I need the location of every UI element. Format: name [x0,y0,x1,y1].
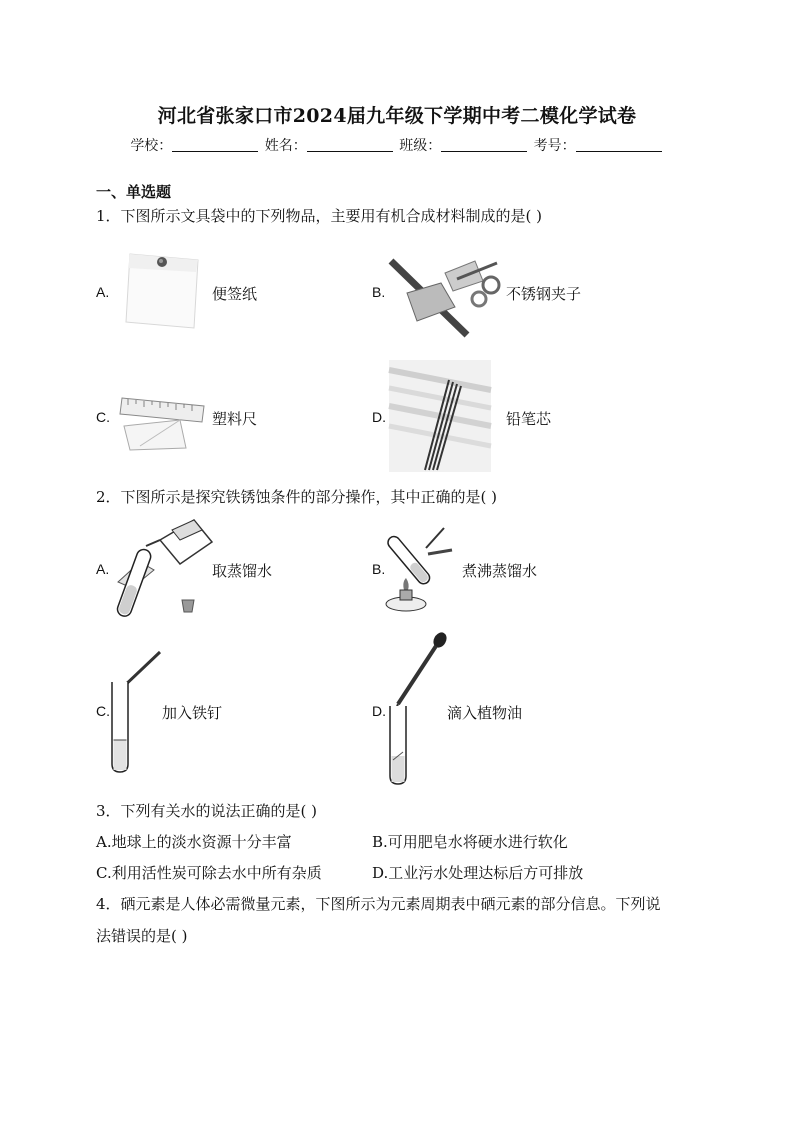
q2-option-c-label: 加入铁钉 [162,704,223,722]
question-4-stem-line-2: 法错误的是( ) [96,927,188,945]
class-label: 班级： [399,138,442,154]
q1-option-c-letter: C. [96,409,110,425]
question-1-stem: 1．下图所示文具袋中的下列物品，主要用有机合成材料制成的是( ) [96,207,543,225]
question-4-stem-line-1: 4．硒元素是人体必需微量元素，下图所示为元素周期表中硒元素的部分信息。下列说 [96,895,661,913]
q2-option-b-letter: B. [372,561,386,577]
pencil-lead-image [389,360,491,472]
q3-option-b: B.可用肥皂水将硬水进行软化 [372,833,568,851]
class-blank[interactable] [441,138,527,152]
school-blank[interactable] [172,138,258,152]
q1-option-d-label: 铅笔芯 [506,410,552,428]
sticky-note-image [124,250,204,332]
q2-option-a-label: 取蒸馏水 [212,562,273,580]
q1-option-a-letter: A. [96,284,110,300]
page-title: 河北省张家口市2024届九年级下学期中考二模化学试卷 [157,105,637,127]
plastic-ruler-image [120,386,206,450]
q1-option-b-label: 不锈钢夹子 [506,285,582,303]
question-2-stem: 2．下图所示是探究铁锈蚀条件的部分操作，其中正确的是( ) [96,488,498,506]
number-blank[interactable] [576,138,662,152]
name-blank[interactable] [307,138,393,152]
name-label: 姓名： [264,138,307,154]
q2-option-d-label: 滴入植物油 [447,704,523,722]
add-oil-image [386,632,448,788]
question-3-stem: 3．下列有关水的说法正确的是( ) [96,802,318,820]
boil-water-image [382,524,464,616]
q1-option-a-label: 便签纸 [212,285,258,303]
q2-option-d-letter: D. [372,703,386,719]
pour-water-image [110,516,214,620]
q2-option-b-label: 煮沸蒸馏水 [462,562,538,580]
q1-option-d-letter: D. [372,409,386,425]
q3-option-c: C.利用活性炭可除去水中所有杂质 [96,864,322,882]
q3-option-a: A.地球上的淡水资源十分丰富 [96,833,292,851]
school-label: 学校： [130,138,173,154]
steel-clip-image [387,255,507,339]
q2-option-c-letter: C. [96,703,110,719]
q1-option-c-label: 塑料尺 [212,410,258,428]
add-nail-image [108,648,168,774]
number-label: 考号： [533,138,576,154]
q1-option-b-letter: B. [372,284,386,300]
q3-option-d: D.工业污水处理达标后方可排放 [372,864,584,882]
student-info-line [0,135,794,155]
section-heading: 一、单选题 [96,183,172,201]
q2-option-a-letter: A. [96,561,110,577]
